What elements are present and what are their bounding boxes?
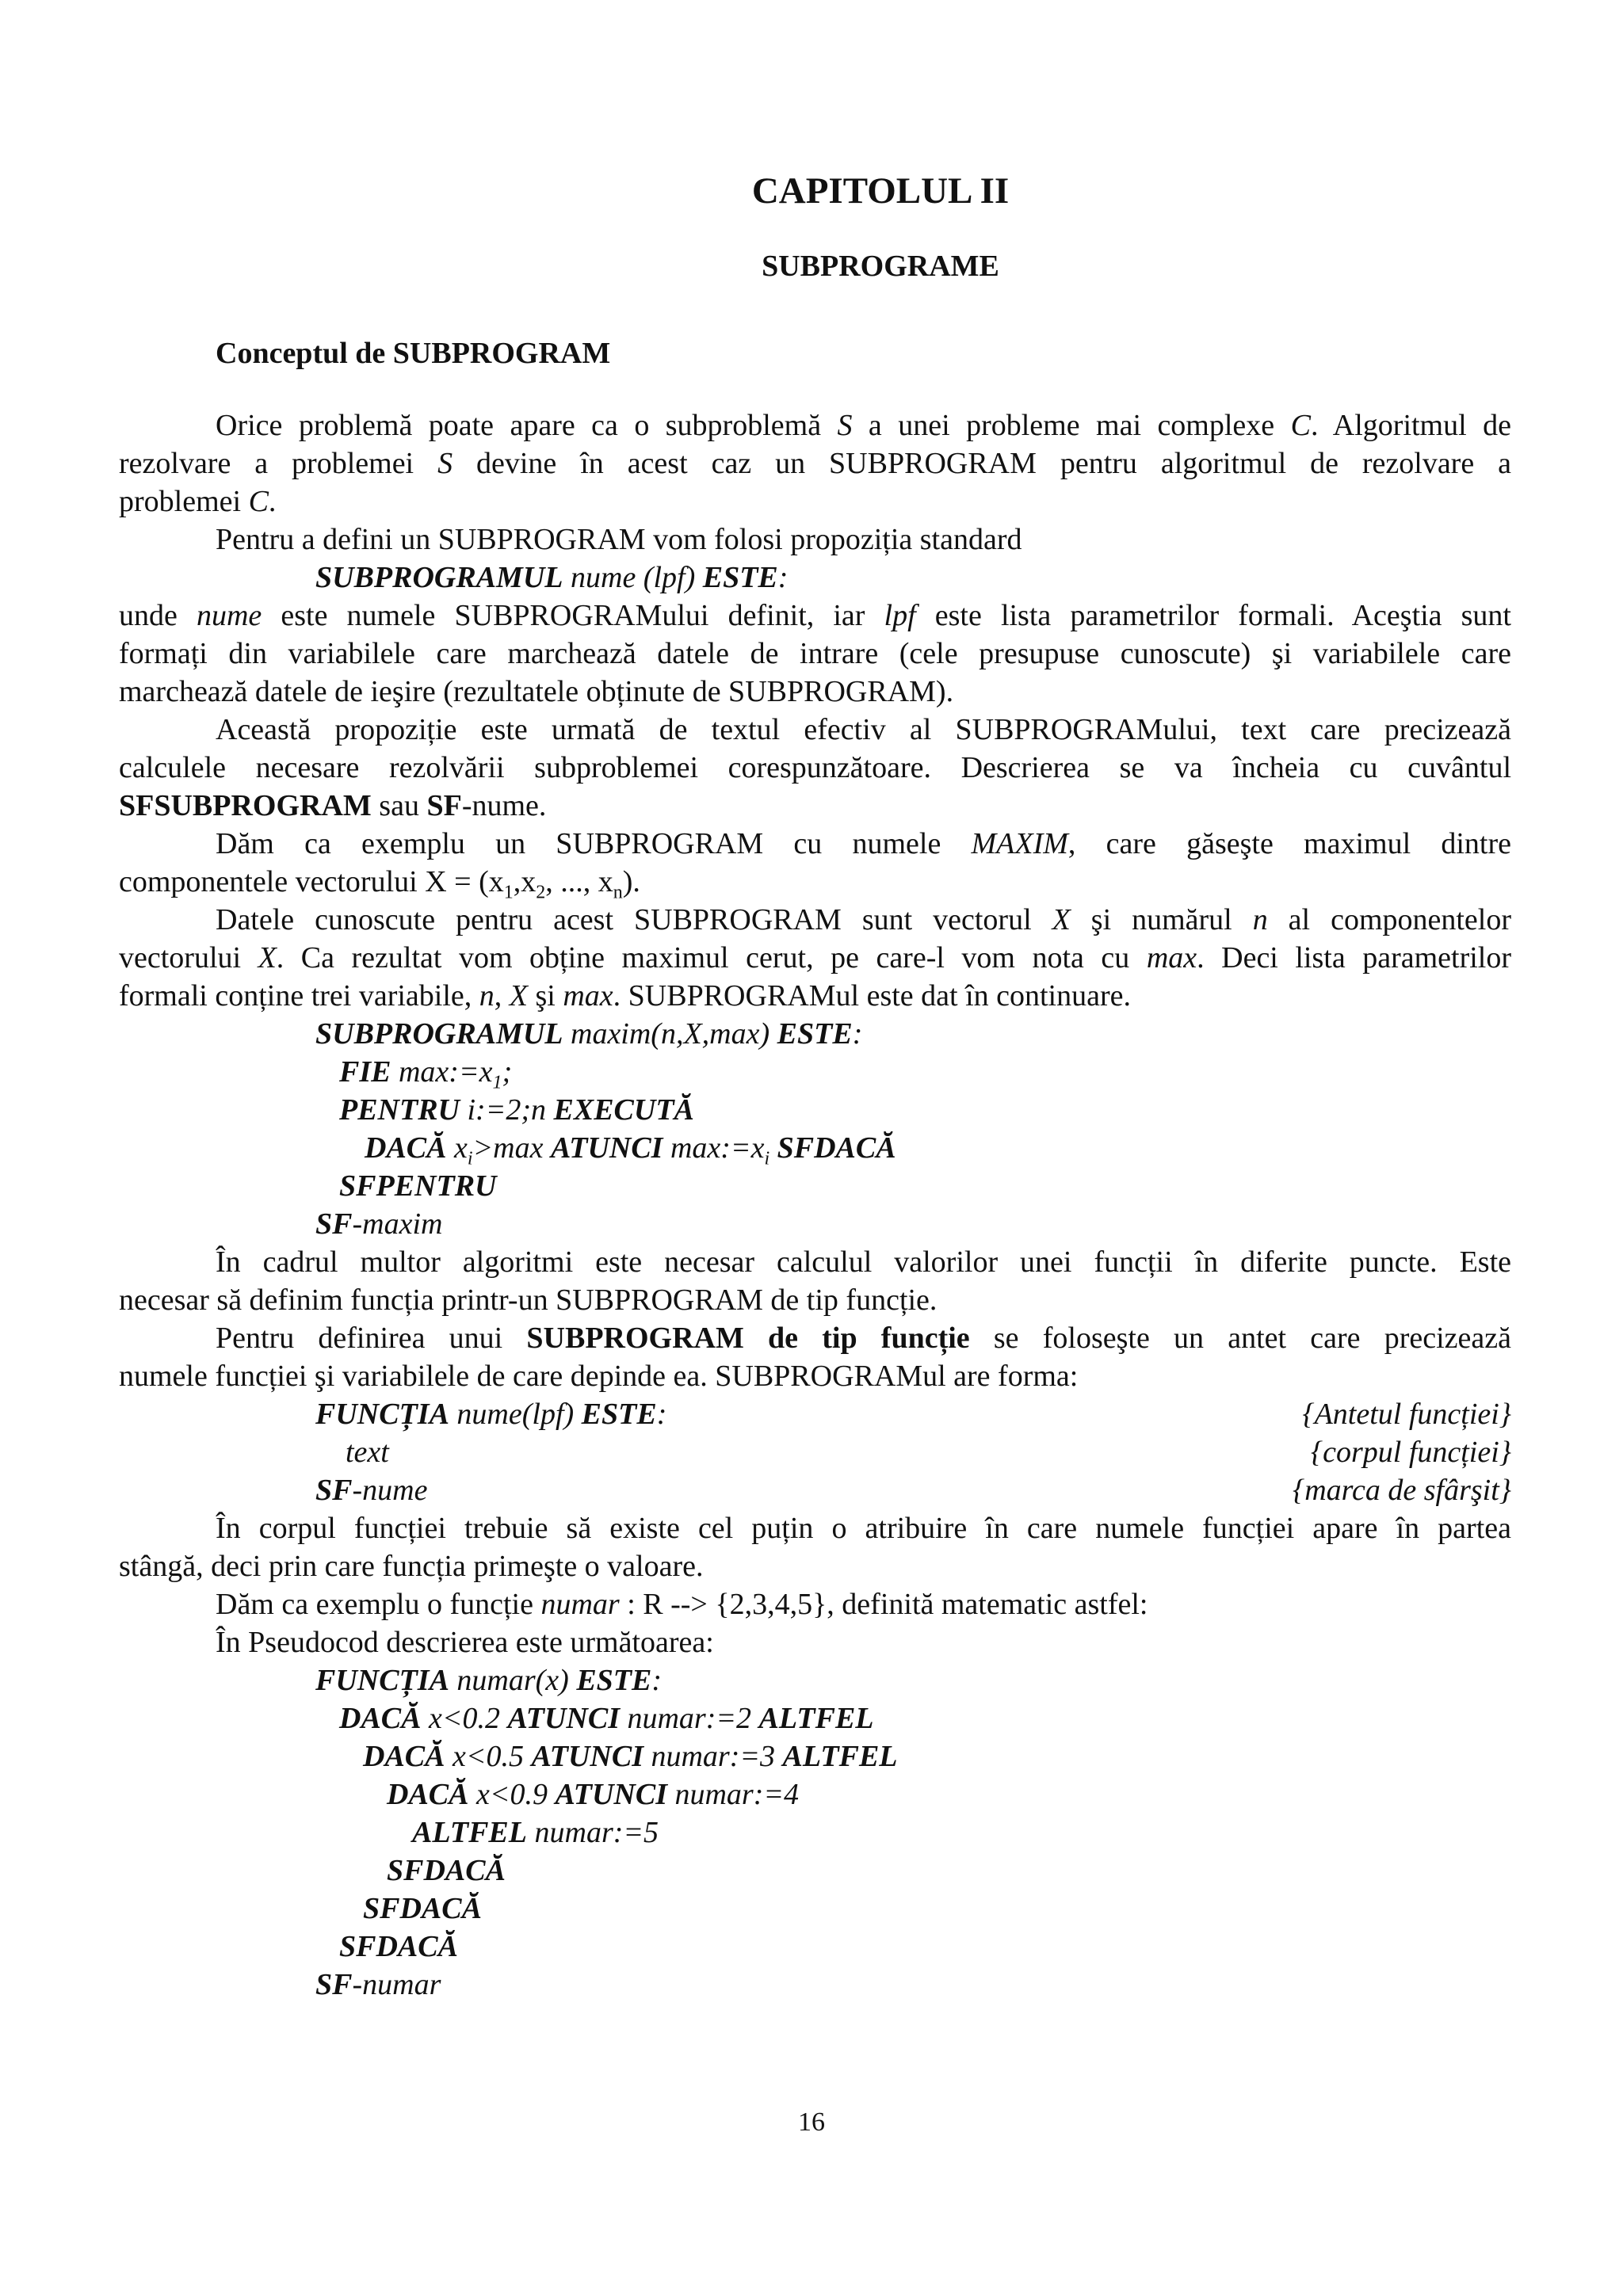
code-maxim-daca: DACĂ $x_i>\max$ ATUNCI $\max:=x_i$ SFDACĂ bbox=[365, 1131, 896, 1169]
code-func-end-comment: {marca de sfârşit} bbox=[1293, 1474, 1511, 1507]
definition-statement: SUBPROGRAMUL nume (lpf) ESTE: bbox=[315, 561, 789, 594]
p1-line1: Orice problemă poate apare ca o subproblemă S a unei probleme mai complexe C. Algoritmul de bbox=[216, 409, 1511, 442]
p9-line1: În corpul funcției trebuie să existe cel puțin o atribuire în care numele funcției apare în partea bbox=[216, 1512, 1511, 1545]
p5-line1: Dăm ca exemplu un SUBPROGRAM cu numele MAXIM, care găseşte maximul dintre bbox=[216, 827, 1511, 860]
p2-line: Pentru a defini un SUBPROGRAM vom folosi propoziția standard bbox=[216, 523, 1022, 556]
code-func-end: SF-nume bbox=[315, 1474, 428, 1507]
p4-line1: Această propoziție este urmată de textul efectiv al SUBPROGRAMului, text care precizează bbox=[216, 713, 1511, 746]
code-numar-sfdaca2: SFDACĂ bbox=[363, 1892, 482, 1925]
p4-line3: SFSUBPROGRAM sau SF-nume. bbox=[119, 789, 547, 822]
code-numar-daca3: DACĂ x<0.9 ATUNCI numar:=4 bbox=[387, 1778, 800, 1811]
code-numar-daca2: DACĂ x<0.5 ATUNCI numar:=3 ALTFEL bbox=[363, 1740, 898, 1773]
p1-line2: rezolvare a problemei S devine în acest caz un SUBPROGRAM pentru algoritmul de rezolvare a bbox=[119, 447, 1512, 480]
p7-line1: În cadrul multor algoritmi este necesar calculul valorilor unei funcții în diferite puncte. Este bbox=[216, 1245, 1511, 1279]
section-heading: Conceptul de SUBPROGRAM bbox=[216, 337, 611, 370]
p6-line2: vectorului X. Ca rezultat vom obține maximul cerut, pe care-l vom nota cu max. Deci lista parametrilor bbox=[119, 941, 1512, 974]
chapter-title: CAPITOLUL II bbox=[751, 170, 1010, 212]
p3-line3: marchează datele de ieşire (rezultatele obținute de SUBPROGRAM). bbox=[119, 675, 954, 708]
p6-line1: Datele cunoscute pentru acest SUBPROGRAM sunt vectorul X şi numărul n al componentelor bbox=[216, 903, 1512, 936]
p8-line2: numele funcției şi variabilele de care depinde ea. SUBPROGRAMul are forma: bbox=[119, 1360, 1079, 1393]
code-maxim-header: SUBPROGRAMUL maxim(n,X,max) ESTE: bbox=[315, 1017, 863, 1051]
p3-line2: formați din variabilele care marchează datele de intrare (cele presupuse cunoscute) şi variabilele care bbox=[119, 637, 1511, 670]
p4-line2: calculele necesare rezolvării subproblemei corespunzătoare. Descrierea se va încheia cu cuvântul bbox=[119, 751, 1511, 784]
code-maxim-sf: SF-maxim bbox=[315, 1207, 443, 1241]
p7-line2: necesar să definim funcția printr-un SUBPROGRAM de tip funcție. bbox=[119, 1283, 938, 1317]
code-numar-sf: SF-numar bbox=[315, 1968, 441, 2001]
code-maxim-sfpentru: SFPENTRU bbox=[339, 1169, 497, 1203]
p6-line3: formali conține trei variabile, n, X şi max. SUBPROGRAMul este dat în continuare. bbox=[119, 979, 1132, 1013]
code-func-header: FUNCȚIA nume(lpf) ESTE: bbox=[315, 1398, 667, 1431]
p8-line1: Pentru definirea unui SUBPROGRAM de tip funcție se foloseşte un antet care precizează bbox=[216, 1322, 1511, 1355]
page-number: 16 bbox=[798, 2107, 825, 2137]
code-numar-header: FUNCȚIA numar(x) ESTE: bbox=[315, 1664, 663, 1697]
chapter-subtitle: SUBPROGRAME bbox=[762, 250, 999, 283]
code-func-text-comment: {corpul funcției} bbox=[1310, 1436, 1511, 1469]
code-numar-daca1: DACĂ x<0.2 ATUNCI numar:=2 ALTFEL bbox=[339, 1702, 874, 1735]
p11-line: În Pseudocod descrierea este următoarea: bbox=[216, 1626, 714, 1659]
code-numar-sfdaca3: SFDACĂ bbox=[339, 1930, 458, 1963]
code-maxim-fie: FIE $\max:=x_1$; bbox=[339, 1055, 513, 1093]
code-func-text: text bbox=[346, 1436, 389, 1469]
code-numar-sfdaca1: SFDACĂ bbox=[387, 1854, 506, 1887]
code-func-header-comment: {Antetul funcției} bbox=[1302, 1398, 1511, 1431]
code-numar-altfel: ALTFEL numar:=5 bbox=[412, 1816, 659, 1849]
p10-line: Dăm ca exemplu o funcție numar : R --> {2,3,4,5}, definită matematic astfel: bbox=[216, 1588, 1148, 1621]
p3-line1: unde nume este numele SUBPROGRAMului definit, iar lpf este lista parametrilor formali. Aceştia sunt bbox=[119, 599, 1511, 632]
p9-line2: stângă, deci prin care funcția primeşte o valoare. bbox=[119, 1550, 704, 1583]
p1-line3: problemei C. bbox=[119, 485, 277, 518]
code-maxim-pentru: PENTRU i:=2;n EXECUTĂ bbox=[339, 1093, 694, 1127]
p5-line2: componentele vectorului $X = (x_1,x_2$, ..., $x_n$). bbox=[119, 865, 640, 903]
